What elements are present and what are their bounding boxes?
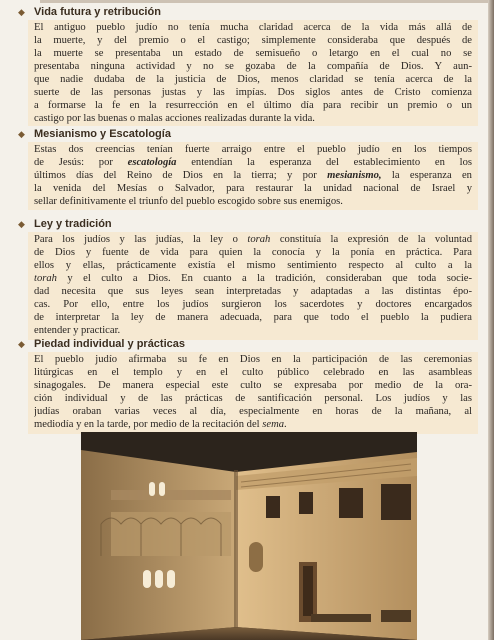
diamond-bullet-icon: ◆: [18, 220, 25, 230]
text-line: sinagogales. De manera especial este culto se expresaba por medio de la ora-: [34, 380, 472, 391]
text-line: torah y el culto a Dios. En cuanto a la tradición, consideraban que toda socie-: [34, 273, 472, 284]
diamond-bullet-icon: ◆: [18, 8, 25, 18]
section-heading: Piedad individual y prácticas: [34, 338, 185, 350]
text-line: cas. Por ello, entre los judíos surgieron los sacerdotes y doctores encargados: [34, 299, 472, 310]
text-line: últimos días del Reino de Dios en la tierra; y por mesianismo, la esperanza en: [34, 170, 472, 181]
text-line: entender y practicar.: [34, 325, 121, 336]
text-line: a formarse la fe en la resurrección en el último día para recibir un premio o un: [34, 100, 472, 111]
section-text-box: [28, 20, 478, 126]
text-line: de Jesús: por escatología entendían la esperanza del establecimiento en los: [34, 157, 472, 168]
term-torah: torah: [247, 234, 271, 245]
text-line: mediodía y en la tarde, por medio de la recitación del sema.: [34, 419, 287, 430]
text-line: la muerte se presentaba un estado de semisueño o letargo en el cual no se: [34, 48, 472, 59]
term-sema: sema: [262, 419, 285, 430]
section-heading: Ley y tradición: [34, 218, 112, 230]
text-line: sellar definitivamente el triunfo del pueblo escogido sobre sus enemigos.: [34, 196, 343, 207]
text-line: judías oraban varias veces al día, especialmente en horas de la mañana, al: [34, 406, 472, 417]
text-line: la muerte, y del premio o el castigo; simplemente consideraba que después de: [34, 35, 472, 46]
text-line: dad necesita que sus leyes sean interpretadas y adaptadas a las distintas épo-: [34, 286, 472, 297]
page-top-band: [40, 0, 494, 3]
term-mesianismo: mesianismo,: [327, 170, 382, 181]
term-escatologia: escatología: [127, 157, 177, 168]
text-line: que nadie dudaba de la justicia de Dios, menos claridad se tenía acerca de la: [34, 74, 472, 85]
synagogue-interior-photo: [81, 432, 417, 640]
term-torah: torah: [34, 273, 57, 284]
section-text-box: [28, 232, 478, 340]
text-line: de interpretar la ley de manera adecuada, para que todo el pueblo la pudiera: [34, 312, 472, 323]
diamond-bullet-icon: ◆: [18, 340, 25, 350]
text-line: presentaba ninguna actividad y no se gozaba de la compañía de Dios. Y aun-: [34, 61, 472, 72]
text-line: El antiguo pueblo judío no tenía mucha claridad acerca de la vida más allá de: [34, 22, 472, 33]
text-line: suerte de las personas justas y las impías. Dos siglos antes de Cristo comienza: [34, 87, 472, 98]
text-line: Estas dos creencias tenían fuerte arraigo entre el pueblo judío en los tiempos: [34, 144, 472, 155]
text-line: litúrgicas en el templo y en el culto público celebrado en las asambleas: [34, 367, 472, 378]
diamond-bullet-icon: ◆: [18, 130, 25, 140]
text-line: castigo por las buenas o malas acciones realizadas durante la vida.: [34, 113, 315, 124]
section-text-box: [28, 142, 478, 210]
text-line: Para los judíos y las judías, la ley o torah constituía la expresión de la voluntad: [34, 234, 472, 245]
section-heading: Vida futura y retribución: [34, 6, 161, 18]
text-line: la venida del Mesías o Salvador, para restaurar la unidad nacional de Israel y: [34, 183, 472, 194]
page-edge-shadow: [488, 0, 494, 640]
section-text-box: [28, 352, 478, 434]
text-line: de Dios y fuente de vida para quien la conocía y la ponía en práctica. Para: [34, 247, 472, 258]
text-line: ellos y ellas, prácticamente existía el mismo sentimiento respecto al culto a la: [34, 260, 472, 271]
section-heading: Mesianismo y Escatología: [34, 128, 171, 140]
text-line: El pueblo judío afirmaba su fe en Dios en la participación de las ceremonias: [34, 354, 472, 365]
text-line: ción individual y de las prácticas de santificación personal. Los judíos y las: [34, 393, 472, 404]
